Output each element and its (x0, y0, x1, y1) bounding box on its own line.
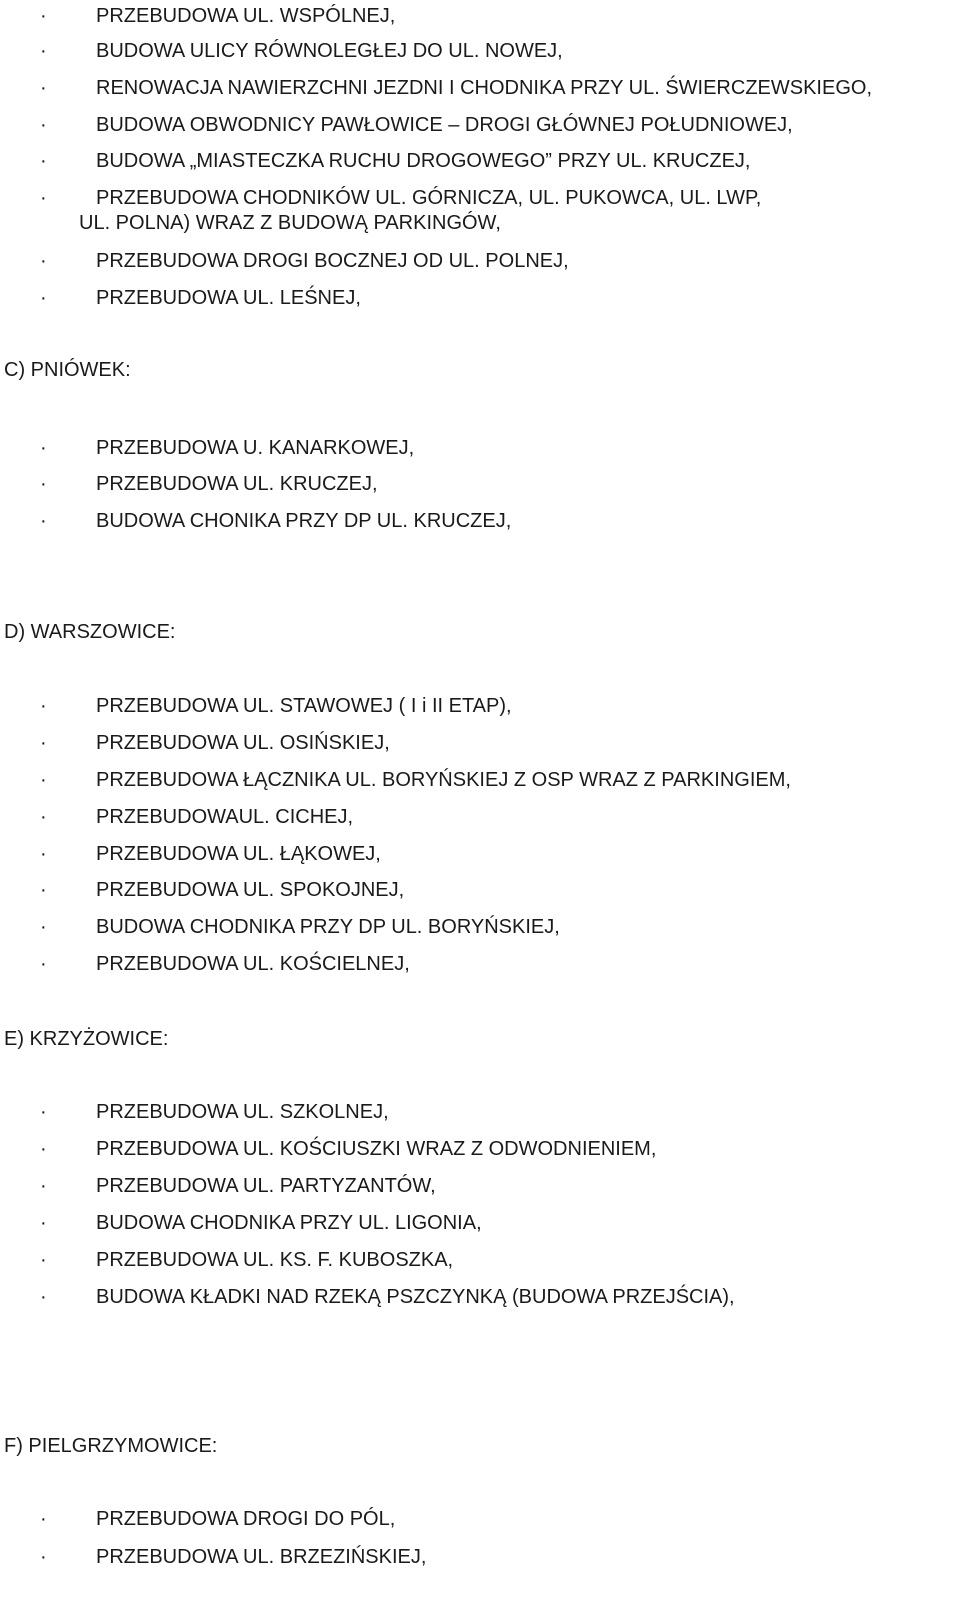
list-item-text: PRZEBUDOWA UL. KS. F. KUBOSZKA, (96, 1249, 454, 1271)
list-item-text: BUDOWA OBWODNICY PAWŁOWICE – DROGI GŁÓWNEJ POŁUDNIOWEJ, (96, 114, 793, 136)
bullet-icon: · (40, 287, 47, 309)
bullet-icon: · (40, 1508, 47, 1530)
bullet-icon: · (40, 40, 47, 62)
list-item-text: BUDOWA CHONIKA PRZY DP UL. KRUCZEJ, (96, 510, 512, 532)
list-item-text: BUDOWA „MIASTECZKA RUCHU DROGOWEGO” PRZY UL. KRUCZEJ, (96, 150, 751, 172)
bullet-icon: · (40, 769, 47, 791)
list-item-text: PRZEBUDOWA UL. WSPÓLNEJ, (96, 5, 396, 27)
list-item-text: BUDOWA CHODNIKA PRZY DP UL. BORYŃSKIEJ, (96, 916, 560, 938)
bullet-icon: · (40, 1546, 47, 1568)
list-item-text: BUDOWA CHODNIKA PRZY UL. LIGONIA, (96, 1212, 482, 1234)
list-item-continuation: UL. POLNA) WRAZ Z BUDOWĄ PARKINGÓW, (79, 212, 501, 234)
list-item-text: PRZEBUDOWA UL. OSIŃSKIEJ, (96, 732, 390, 754)
bullet-icon: · (40, 1249, 47, 1271)
bullet-icon: · (40, 953, 47, 975)
bullet-icon: · (40, 1286, 47, 1308)
bullet-icon: · (40, 806, 47, 828)
bullet-icon: · (40, 77, 47, 99)
list-item-text: PRZEBUDOWA UL. KOŚCIUSZKI WRAZ Z ODWODNIENIEM, (96, 1138, 657, 1160)
bullet-icon: · (40, 1212, 47, 1234)
bullet-icon: · (40, 187, 47, 209)
list-item-text: PRZEBUDOWA UL. SPOKOJNEJ, (96, 879, 405, 901)
bullet-icon: · (40, 879, 47, 901)
list-item-text: PRZEBUDOWA CHODNIKÓW UL. GÓRNICZA, UL. PUKOWCA, UL. LWP, (96, 187, 762, 209)
list-item-text: PRZEBUDOWA UL. ŁĄKOWEJ, (96, 843, 381, 865)
bullet-icon: · (40, 1138, 47, 1160)
list-item-text: PRZEBUDOWA UL. KOŚCIELNEJ, (96, 953, 410, 975)
list-item-text: BUDOWA KŁADKI NAD RZEKĄ PSZCZYNKĄ (BUDOWA PRZEJŚCIA), (96, 1286, 735, 1308)
list-item-text: PRZEBUDOWA DROGI BOCZNEJ OD UL. POLNEJ, (96, 250, 569, 272)
section-heading-e: E) KRZYŻOWICE: (4, 1028, 169, 1050)
list-item-text: PRZEBUDOWA ŁĄCZNIKA UL. BORYŃSKIEJ Z OSP WRAZ Z PARKINGIEM, (96, 769, 791, 791)
bullet-icon: · (40, 510, 47, 532)
list-item-text: PRZEBUDOWA UL. KRUCZEJ, (96, 473, 378, 495)
section-heading-c: C) PNIÓWEK: (4, 359, 131, 381)
list-item-text: PRZEBUDOWA UL. LEŚNEJ, (96, 287, 361, 309)
bullet-icon: · (40, 732, 47, 754)
bullet-icon: · (40, 250, 47, 272)
bullet-icon: · (40, 843, 47, 865)
list-item-text: BUDOWA ULICY RÓWNOLEGŁEJ DO UL. NOWEJ, (96, 40, 563, 62)
bullet-icon: · (40, 437, 47, 459)
list-item-text: PRZEBUDOWA DROGI DO PÓL, (96, 1508, 396, 1530)
list-item-text: PRZEBUDOWA UL. BRZEZIŃSKIEJ, (96, 1546, 427, 1568)
section-heading-d: D) WARSZOWICE: (4, 621, 176, 643)
bullet-icon: · (40, 473, 47, 495)
list-item-text: PRZEBUDOWA UL. STAWOWEJ ( I i II ETAP), (96, 695, 512, 717)
list-item-text: PRZEBUDOWA U. KANARKOWEJ, (96, 437, 415, 459)
list-item-text: PRZEBUDOWAUL. CICHEJ, (96, 806, 354, 828)
list-item-text: PRZEBUDOWA UL. PARTYZANTÓW, (96, 1175, 436, 1197)
bullet-icon: · (40, 114, 47, 136)
list-item-text: PRZEBUDOWA UL. SZKOLNEJ, (96, 1101, 389, 1123)
bullet-icon: · (40, 695, 47, 717)
bullet-icon: · (40, 1175, 47, 1197)
bullet-icon: · (40, 1101, 47, 1123)
list-item-text: RENOWACJA NAWIERZCHNI JEZDNI I CHODNIKA PRZY UL. ŚWIERCZEWSKIEGO, (96, 77, 872, 99)
bullet-icon: · (40, 916, 47, 938)
section-heading-f: F) PIELGRZYMOWICE: (4, 1435, 218, 1457)
bullet-icon: · (40, 5, 47, 27)
bullet-icon: · (40, 150, 47, 172)
